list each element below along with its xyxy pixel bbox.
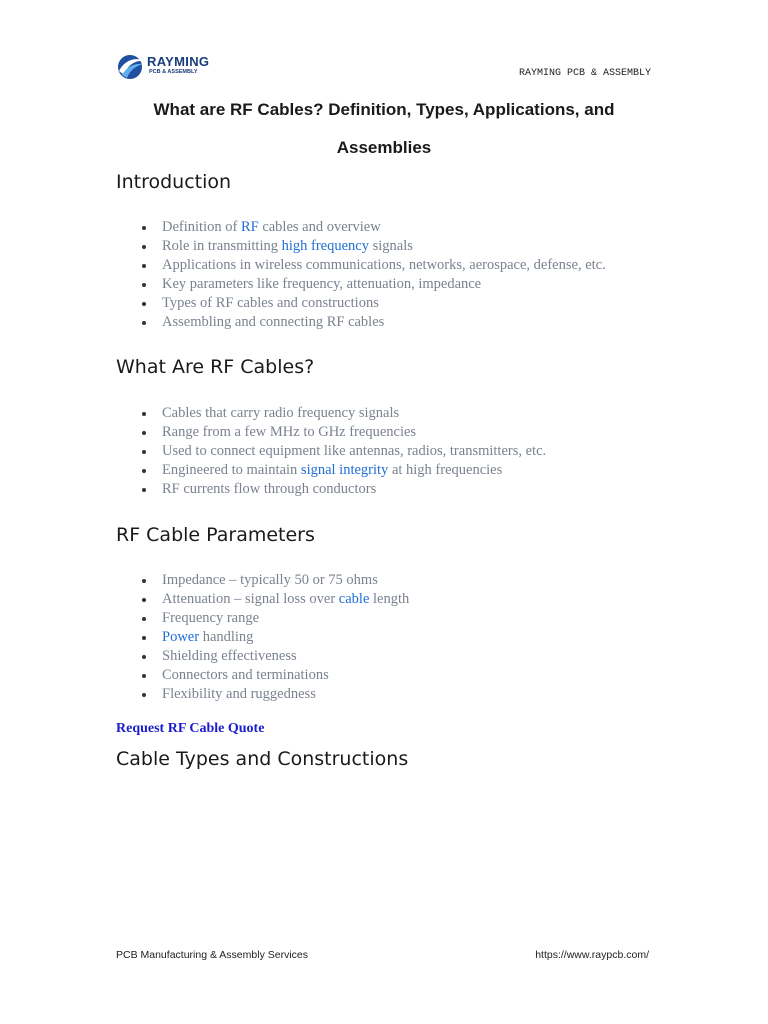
heading-what-are-rf-cables: What Are RF Cables? <box>116 356 315 378</box>
what-are-rf-cables-list <box>140 404 546 499</box>
item-text: Key parameters like frequency, attenuation, impedance <box>162 276 482 292</box>
list-item <box>140 480 546 499</box>
item-text: signals <box>369 238 413 254</box>
list-item <box>140 294 606 313</box>
item-text: RF currents flow through conductors <box>162 481 377 497</box>
request-quote-link[interactable]: Request RF Cable Quote <box>116 721 265 736</box>
list-item <box>140 442 546 461</box>
item-text: Attenuation – signal loss over <box>162 591 339 607</box>
footer-services: PCB Manufacturing & Assembly Services <box>116 949 308 961</box>
item-link[interactable]: signal integrity <box>300 462 389 478</box>
item-text: Used to connect equipment like antennas, radios, transmitters, etc. <box>162 443 547 459</box>
item-text: Impedance – typically 50 or 75 ohms <box>162 572 378 588</box>
list-item <box>140 685 409 704</box>
list-item <box>140 275 606 294</box>
item-link[interactable]: Power <box>162 629 200 645</box>
logo-tagline: PCB & ASSEMBLY <box>149 69 198 75</box>
list-item <box>140 237 606 256</box>
list-item <box>140 666 409 685</box>
rf-cable-parameters-list <box>140 571 409 704</box>
item-text: Cables that carry radio frequency signals <box>162 405 400 421</box>
footer-url[interactable]: https://www.raypcb.com/ <box>535 949 649 961</box>
item-text: Flexibility and ruggedness <box>162 686 316 702</box>
item-text: Role in transmitting <box>162 238 282 254</box>
logo-swoosh-icon <box>116 52 146 82</box>
list-item <box>140 628 409 647</box>
list-item <box>140 609 409 628</box>
list-item <box>140 404 546 423</box>
list-item <box>140 571 409 590</box>
item-text: length <box>369 591 410 607</box>
item-link[interactable]: high frequency <box>281 238 369 254</box>
list-item <box>140 218 606 237</box>
title-line-2: Assemblies <box>336 138 432 157</box>
list-item <box>140 647 409 666</box>
item-link[interactable]: cable <box>338 591 370 607</box>
item-link[interactable]: RF <box>240 219 259 235</box>
company-logo <box>116 52 226 82</box>
heading-cable-types: Cable Types and Constructions <box>116 748 409 770</box>
header-company-name: RAYMING PCB & ASSEMBLY <box>518 68 651 79</box>
item-text: handling <box>199 629 254 645</box>
item-text: at high frequencies <box>388 462 503 478</box>
item-text: Frequency range <box>162 610 260 626</box>
introduction-list <box>140 218 606 332</box>
title-line-1: What are RF Cables? Definition, Types, Applications, and <box>153 100 615 119</box>
item-text: Definition of <box>162 219 241 235</box>
item-text: Applications in wireless communications, networks, aerospace, defense, etc. <box>162 257 606 273</box>
item-text: Engineered to maintain <box>162 462 301 478</box>
logo-wordmark: RAYMING <box>147 54 210 69</box>
list-item <box>140 590 409 609</box>
item-text: Shielding effectiveness <box>162 648 297 664</box>
list-item <box>140 256 606 275</box>
list-item <box>140 313 606 332</box>
item-text: Types of RF cables and constructions <box>162 295 379 311</box>
heading-introduction: Introduction <box>116 171 232 193</box>
heading-rf-cable-parameters: RF Cable Parameters <box>116 524 315 546</box>
item-text: Range from a few MHz to GHz frequencies <box>162 424 417 440</box>
list-item <box>140 461 546 480</box>
list-item <box>140 423 546 442</box>
item-text: Assembling and connecting RF cables <box>162 314 385 330</box>
item-text: cables and overview <box>258 219 381 235</box>
item-text: Connectors and terminations <box>162 667 329 683</box>
document-title <box>116 91 652 167</box>
